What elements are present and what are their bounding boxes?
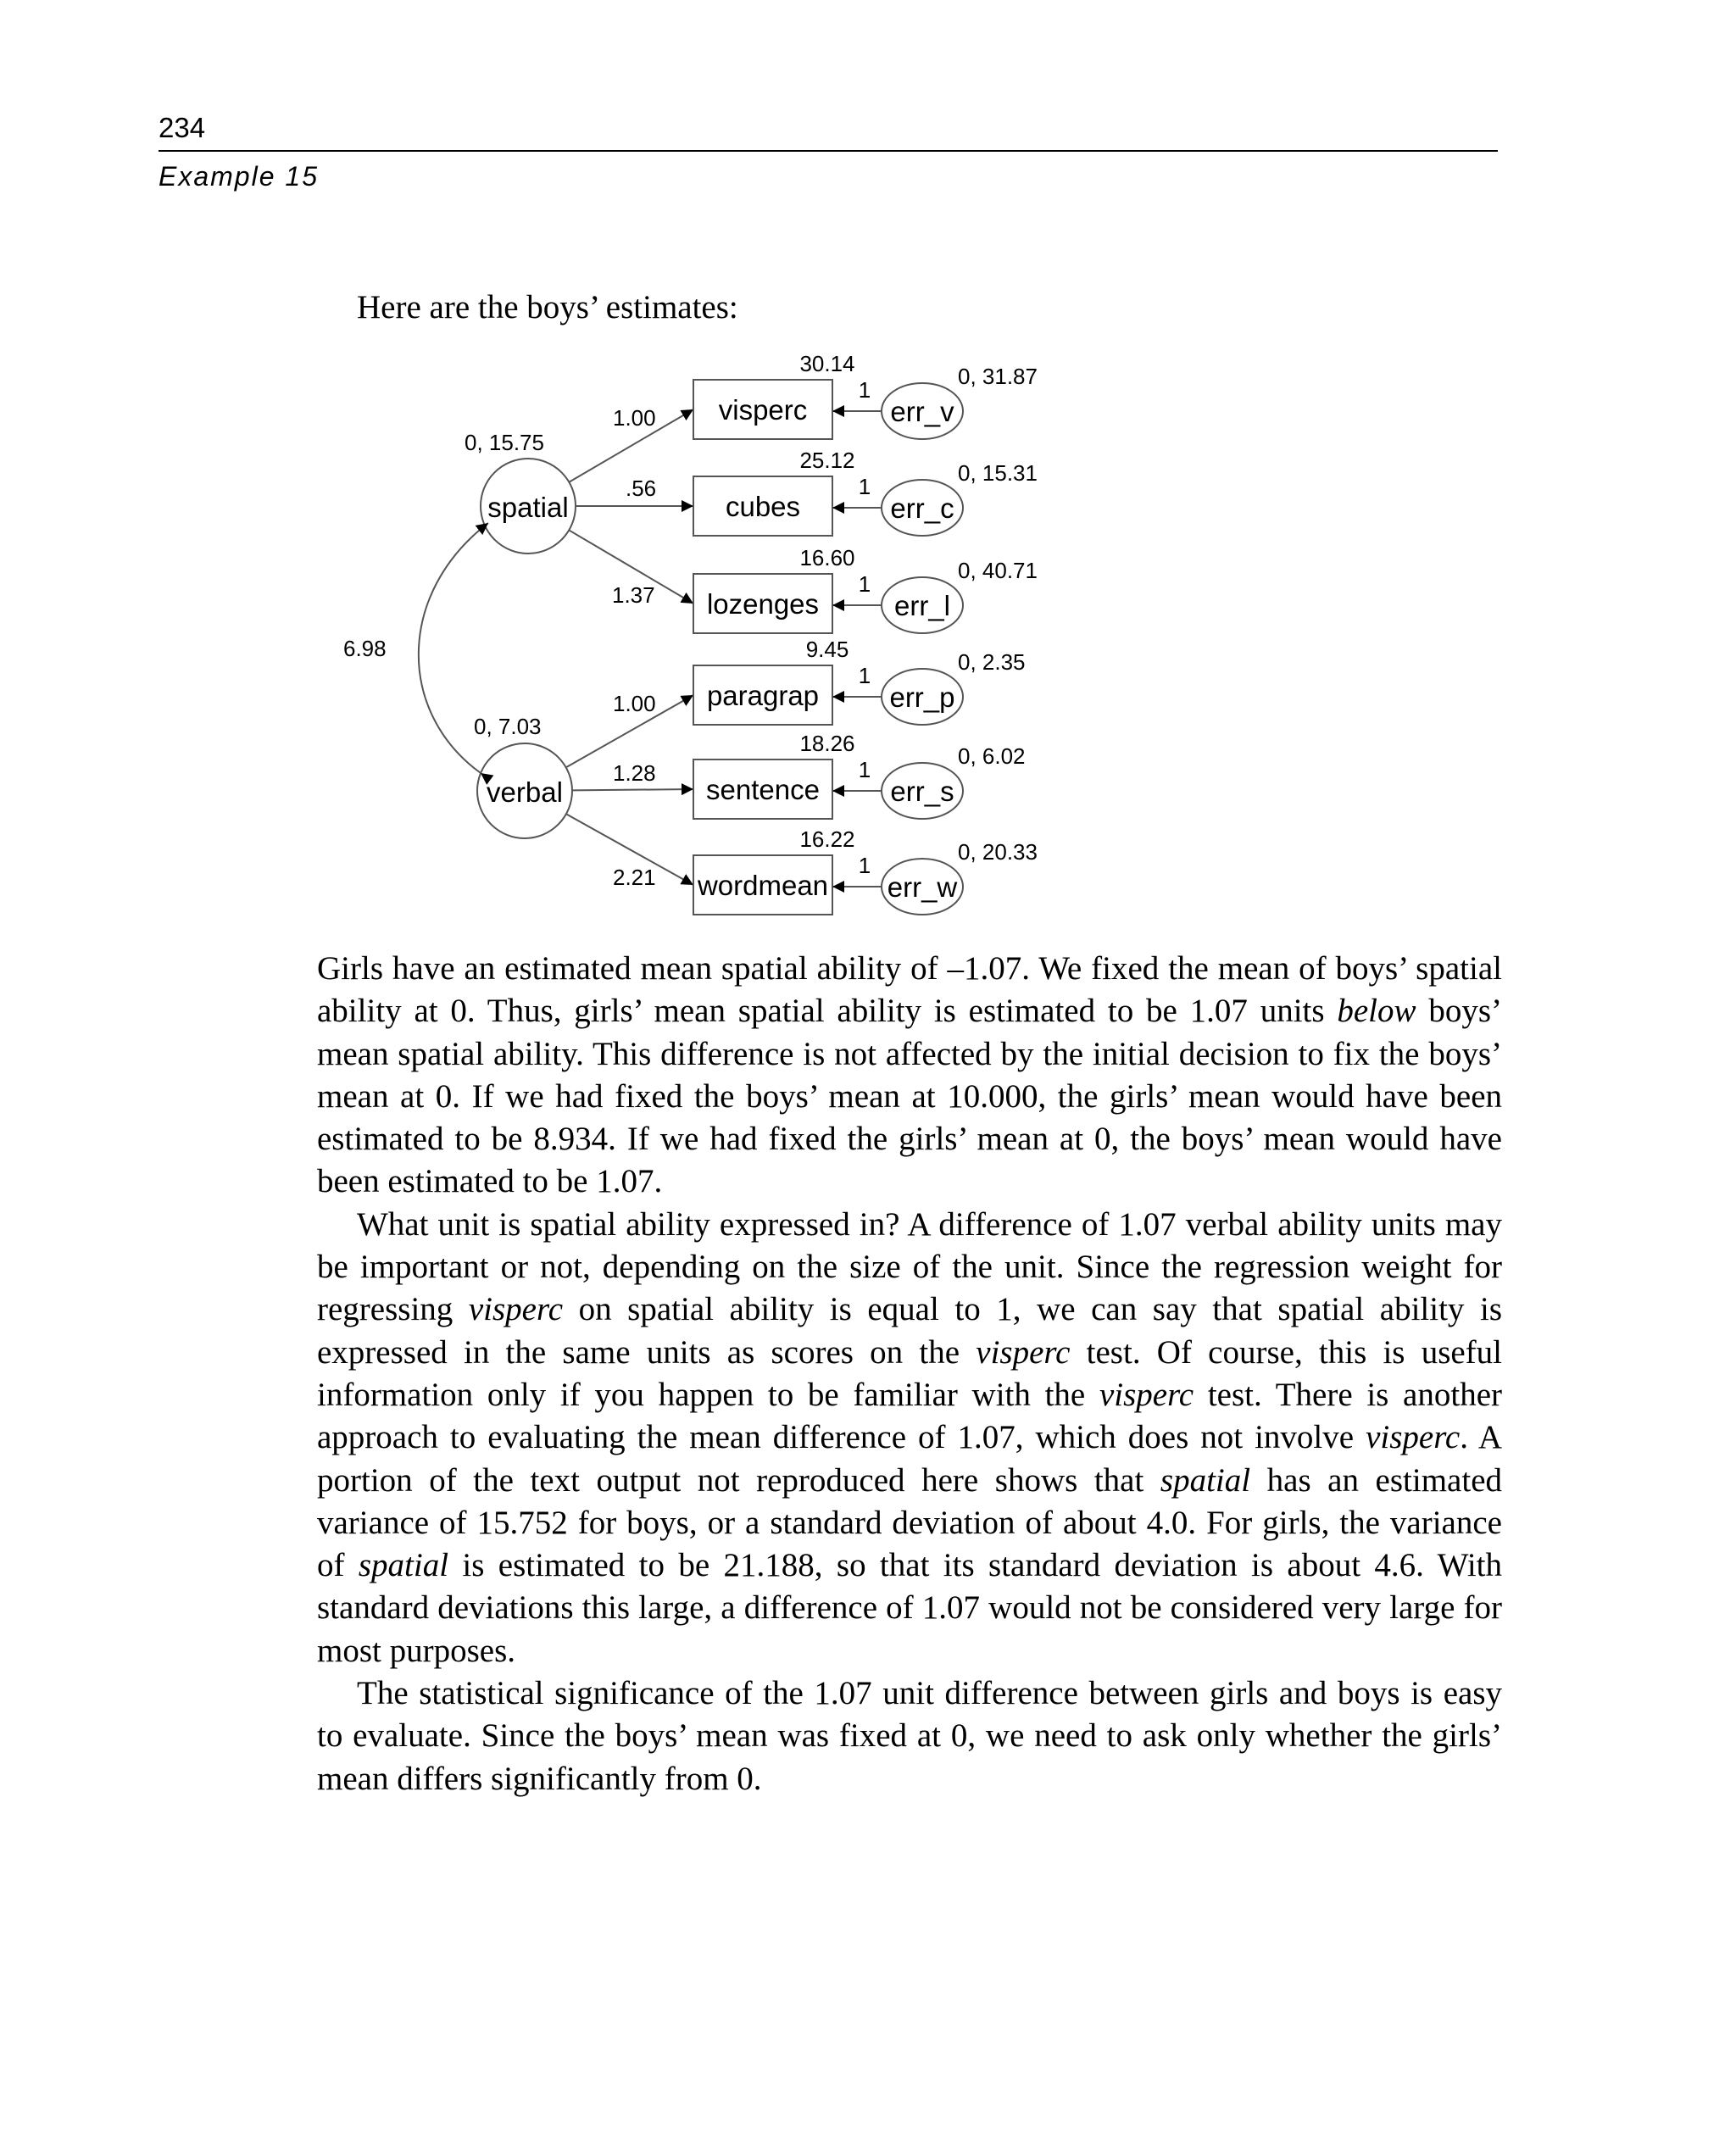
text-run: test. Of course, this is useful information only if you happen to be familiar with the	[317, 1333, 1503, 1413]
observed-label-paragrap: paragrap	[706, 680, 820, 711]
error-weight-err_s: 1	[858, 757, 871, 782]
factor-mean-variance-spatial: 0, 15.75	[465, 430, 544, 455]
text-run: boys’ mean spatial ability. This difference is not affected by the initial decision to fix the boys’ mean at 0. If we had fixed the boys’ mean at 10.000, the girls’ mean would have been estimated to be 8.934. If we had fixed the girls’ mean at 0, the boys’ mean would have been estimated to be 1.07.	[317, 993, 1502, 1200]
error-mean-variance-err_w: 0, 20.33	[958, 839, 1038, 865]
error-label-err_c: err_c	[890, 492, 954, 524]
paragraph-1	[317, 948, 1502, 1204]
italic-term: spatial	[358, 1547, 449, 1584]
loading-label-sentence: 1.28	[613, 760, 656, 786]
error-label-err_s: err_s	[890, 776, 954, 807]
text-run: on spatial ability is equal to 1, we can say that spatial ability is expressed in the same units as scores on the	[317, 1291, 1502, 1371]
observed-label-visperc: visperc	[718, 394, 808, 426]
observed-label-wordmean: wordmean	[697, 870, 829, 901]
loading-label-paragrap: 1.00	[613, 691, 656, 716]
running-head: Example 15	[159, 161, 319, 192]
text-run: has an estimated variance of 15.752 for boys, or a standard deviation of about 4.0. For girls, the variance of	[317, 1461, 1503, 1584]
error-weight-err_c: 1	[858, 474, 871, 499]
page-number: 234	[159, 112, 206, 143]
italic-term: visperc	[1099, 1376, 1194, 1413]
text-run: is estimated to be 21.188, so that its standard deviation is about 4.6. With standard deviations this large, a difference of 1.07 would not be considered very large for most purposes.	[317, 1547, 1502, 1669]
text-run: What unit is spatial ability expressed in? A difference of 1.07 verbal ability units may be important or not, depending on the size of the unit. Since the regression weight for regressing	[317, 1205, 1502, 1328]
italic-term: visperc	[468, 1291, 564, 1328]
text-run: . A portion of the text output not reproduced here shows that	[317, 1419, 1502, 1499]
observed-label-lozenges: lozenges	[706, 588, 820, 620]
error-weight-err_l: 1	[858, 571, 871, 597]
intercept-label-visperc: 30.14	[799, 351, 855, 376]
error-mean-variance-err_s: 0, 6.02	[958, 743, 1026, 769]
covariance-label: 6.98	[343, 636, 387, 661]
factor-label-verbal: verbal	[487, 776, 563, 808]
observed-label-cubes: cubes	[725, 491, 801, 522]
italic-term: visperc	[1366, 1419, 1461, 1456]
error-weight-err_v: 1	[858, 377, 871, 403]
observed-label-sentence: sentence	[706, 774, 820, 805]
error-label-err_w: err_w	[887, 871, 958, 903]
italic-term: visperc	[976, 1333, 1071, 1371]
intercept-label-sentence: 18.26	[799, 731, 855, 756]
body-text	[317, 948, 1502, 1800]
text-run: Girls have an estimated mean spatial ability of –1.07. We fixed the mean of boys’ spatial ability at 0. Thus, girls’ mean spatial ability is estimated to be 1.07 units	[317, 950, 1502, 1030]
loading-arrow-sentence	[572, 789, 693, 790]
paragraph-2	[317, 1204, 1502, 1672]
factor-label-spatial: spatial	[487, 492, 569, 523]
intercept-label-wordmean: 16.22	[799, 826, 855, 852]
error-label-err_l: err_l	[893, 590, 951, 621]
intercept-label-lozenges: 16.60	[799, 545, 855, 570]
error-mean-variance-err_v: 0, 31.87	[958, 364, 1038, 389]
text-run: test. There is another approach to evaluating the mean difference of 1.07, which does not involve	[317, 1376, 1503, 1456]
paragraph-3	[317, 1672, 1502, 1800]
error-mean-variance-err_p: 0, 2.35	[958, 649, 1026, 675]
text-run: The statistical significance of the 1.07 unit difference between girls and boys is easy to evaluate. Since the boys’ mean was fixed at 0, we need to ask only whether the girls’ mean differs significantly from 0.	[317, 1675, 1502, 1797]
loading-label-cubes: .56	[626, 476, 657, 501]
error-mean-variance-err_l: 0, 40.71	[958, 558, 1038, 583]
error-mean-variance-err_c: 0, 15.31	[958, 460, 1038, 486]
error-label-err_p: err_p	[889, 682, 955, 713]
path-diagram	[0, 0, 1736, 949]
italic-term: below	[1337, 993, 1416, 1030]
italic-term: spatial	[1160, 1461, 1251, 1499]
loading-label-visperc: 1.00	[613, 405, 656, 431]
intercept-label-paragrap: 9.45	[805, 637, 849, 662]
factor-mean-variance-verbal: 0, 7.03	[474, 714, 542, 739]
loading-label-lozenges: 1.37	[612, 582, 655, 608]
intercept-label-cubes: 25.12	[799, 448, 855, 473]
intro-text: Here are the boys’ estimates:	[357, 289, 738, 325]
loading-label-wordmean: 2.21	[613, 865, 656, 890]
error-weight-err_w: 1	[858, 853, 871, 878]
error-weight-err_p: 1	[858, 663, 871, 688]
error-label-err_v: err_v	[890, 396, 954, 427]
